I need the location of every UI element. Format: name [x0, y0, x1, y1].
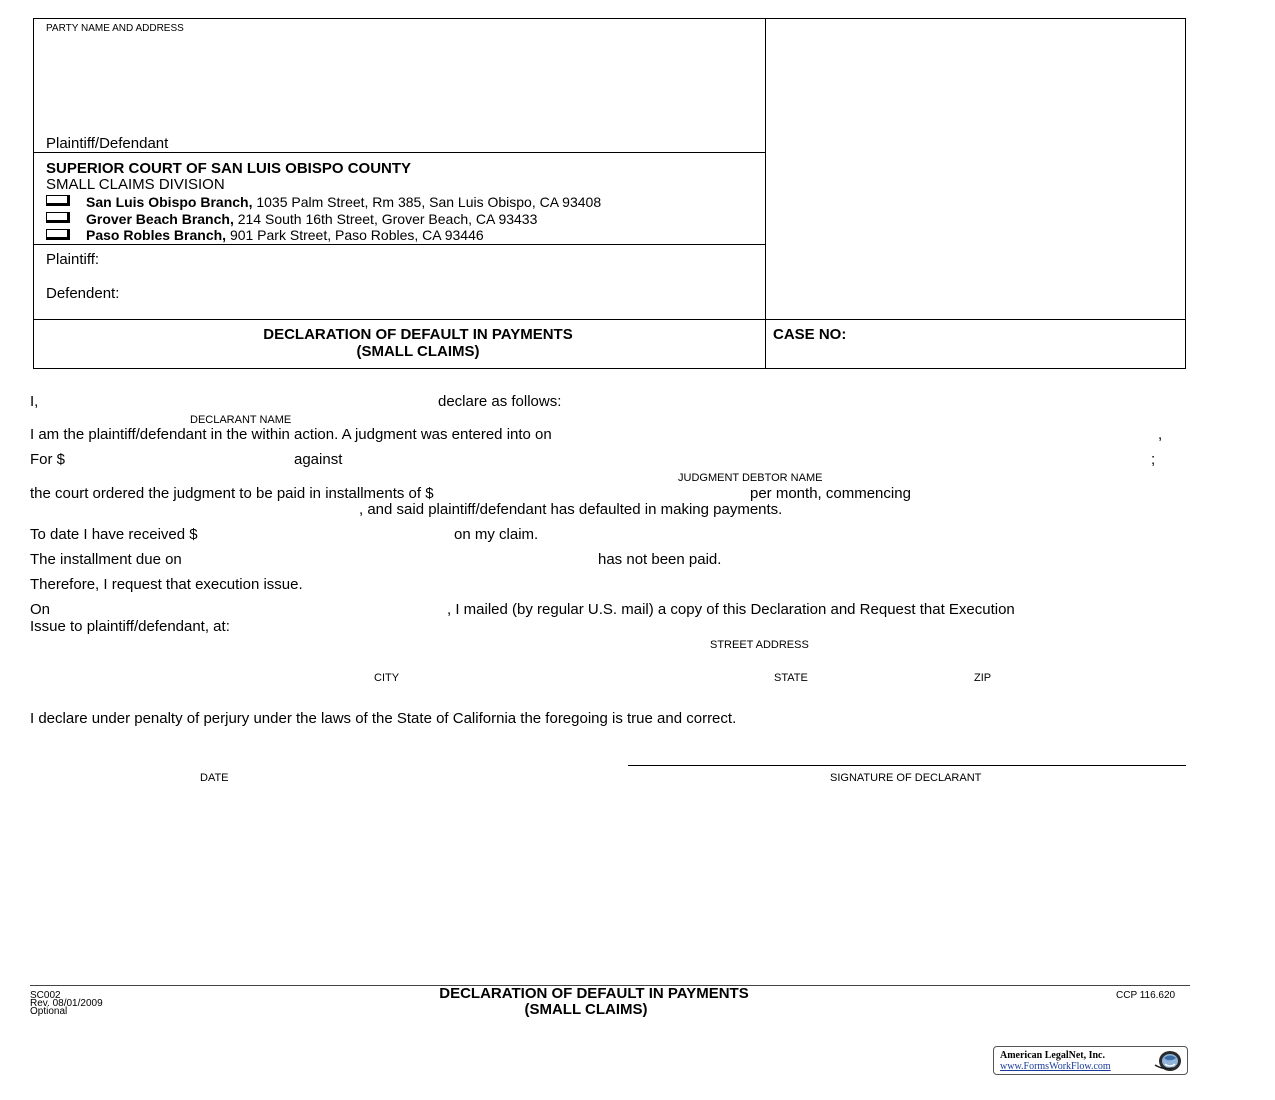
request-execution-text: Therefore, I request that execution issue. [30, 576, 303, 593]
defendant-label: Defendent: [46, 285, 120, 302]
form-code: SC002 [30, 990, 61, 1001]
on-claim-text: on my claim. [454, 526, 539, 543]
form-optional: Optional [30, 1006, 68, 1017]
form-title-line2: (SMALL CLAIMS) [356, 343, 480, 360]
header-column-divider [765, 18, 766, 369]
checkbox-paso-robles[interactable] [46, 229, 70, 240]
case-no-label: CASE NO: [773, 326, 847, 343]
defaulted-text: , and said plaintiff/defendant has defaulted in making payments. [359, 501, 783, 518]
footer-title-line2: (SMALL CLAIMS) [524, 1001, 648, 1018]
perjury-statement: I declare under penalty of perjury under the laws of the State of California the foregoing is true and correct. [30, 710, 737, 727]
checkbox-san-luis-obispo[interactable] [46, 195, 70, 206]
state-label: STATE [774, 672, 808, 684]
installments-text: the court ordered the judgment to be paid in installments of $ [30, 485, 434, 502]
issue-to-text: Issue to plaintiff/defendant, at: [30, 618, 230, 635]
form-revision: Rev. 08/01/2009 [30, 998, 103, 1009]
logo-company-name: American LegalNet, Inc. [1000, 1050, 1105, 1061]
branch-paso-robles [86, 227, 484, 243]
form-title-line1: DECLARATION OF DEFAULT IN PAYMENTS [263, 326, 573, 343]
branch-address: 214 South 16th Street, Grover Beach, CA 93433 [237, 211, 538, 227]
branch-san-luis-obispo [86, 194, 601, 210]
statute-reference: CCP 116.620 [1116, 990, 1176, 1001]
city-label: CITY [374, 672, 400, 684]
branch-name: Grover Beach Branch, [86, 211, 234, 227]
not-paid-text: has not been paid. [598, 551, 722, 568]
street-address-label: STREET ADDRESS [710, 639, 809, 651]
against-semicolon: ; [1151, 451, 1156, 468]
branch-address: 901 Park Street, Paso Robles, CA 93446 [229, 227, 484, 243]
header-divider-title [33, 319, 1186, 320]
against-label: against [294, 451, 343, 468]
declarant-name-label: DECLARANT NAME [190, 414, 292, 426]
branch-address: 1035 Palm Street, Rm 385, San Luis Obispo, CA 93408 [256, 194, 602, 210]
signature-line [628, 765, 1186, 766]
signature-label: SIGNATURE OF DECLARANT [830, 772, 982, 784]
branch-grover-beach [86, 211, 537, 227]
checkbox-grover-beach[interactable] [46, 212, 70, 223]
mailed-text: , I mailed (by regular U.S. mail) a copy of this Declaration and Request that Execution [447, 601, 1015, 618]
header-box-left [33, 18, 34, 369]
zip-label: ZIP [974, 672, 992, 684]
american-legalnet-logo[interactable] [993, 1046, 1188, 1075]
judgment-date-comma: , [1158, 426, 1163, 443]
court-division: SMALL CLAIMS DIVISION [46, 176, 225, 193]
date-label: DATE [200, 772, 229, 784]
to-date-text: To date I have received $ [30, 526, 198, 543]
branch-name: Paso Robles Branch, [86, 227, 227, 243]
declare-follows: declare as follows: [438, 393, 562, 410]
header-box-right [1185, 18, 1186, 369]
globe-icon [1153, 1049, 1183, 1073]
per-month-text: per month, commencing [750, 485, 911, 502]
plaintiff-label: Plaintiff: [46, 251, 100, 268]
logo-url-link[interactable]: www.FormsWorkFlow.com [1000, 1061, 1111, 1072]
judgment-debtor-label: JUDGMENT DEBTOR NAME [678, 472, 823, 484]
header-divider-party [33, 152, 766, 153]
party-role-label: Plaintiff/Defendant [46, 135, 169, 152]
court-name: SUPERIOR COURT OF SAN LUIS OBISPO COUNTY [46, 160, 412, 177]
installment-due-text: The installment due on [30, 551, 182, 568]
on-label: On [30, 601, 51, 618]
i-prefix: I, [30, 393, 39, 410]
judgment-entered-text: I am the plaintiff/defendant in the within action. A judgment was entered into on [30, 426, 552, 443]
party-name-address-label: PARTY NAME AND ADDRESS [46, 23, 184, 34]
header-box-bottom [33, 368, 1186, 369]
header-divider-court [33, 244, 766, 245]
header-box-top [33, 18, 1186, 19]
footer-title-line1: DECLARATION OF DEFAULT IN PAYMENTS [439, 985, 749, 1002]
branch-name: San Luis Obispo Branch, [86, 194, 253, 210]
for-dollar-label: For $ [30, 451, 66, 468]
